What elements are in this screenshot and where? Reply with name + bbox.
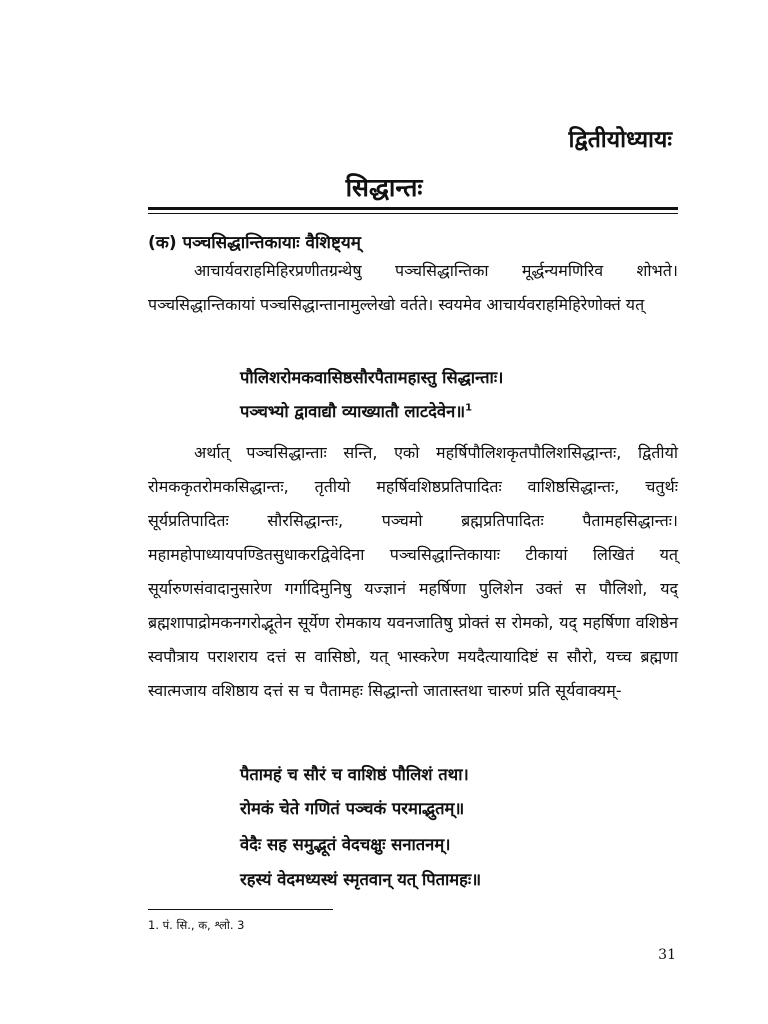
footnote: 1. पं. सि., क, श्लो. 3	[148, 918, 245, 932]
footnote-separator	[148, 909, 333, 910]
verse-2-line-4: रहस्यं वेदमध्यस्थं स्मृतवान् यत् पितामहः॥	[240, 870, 482, 889]
title-double-rule-thick	[148, 207, 678, 210]
paragraph-intro: आचार्यवराहमिहिरप्रणीतग्रन्थेषु पञ्चसिद्धान्तिका मूर्द्धन्यमणिरिव शोभते। पञ्चसिद्धान्तिकायां पञ्चसिद्धान्तानामुल्लेखो वर्तते। स्वयमेव आचार्यवराहमिहिरेणोक्तं यत्	[148, 261, 678, 314]
paragraph-explanation: अर्थात् पञ्चसिद्धान्ताः सन्ति, एको महर्षिपौलिशकृतपौलिशसिद्धान्तः, द्वितीयो रोमककृतरोमकसिद्धान्तः, तृतीयो महर्षिवशिष्ठप्रतिपादितः वाशिष्ठसिद्धान्तः, चतुर्थः सूर्यप्रतिपादितः सौरसिद्धान्तः, पञ्चमो ब्रह्मप्रतिपादितः पैतामहसिद्धान्तः। महामहोपाध्यायपण्डितसुधाकरद्विवेदिना पञ्चसिद्धान्तिकायाः टीकायां लिखितं यत् सूर्यारुणसंवादानुसारेण गर्गादिमुनिषु यज्ज्ञानं महर्षिणा पुलिशेन उक्तं स पौलिशो, यद् ब्रह्मशापाद्रोमकनगरोद्भूतेन सूर्येण रोमकाय यवनजातिषु प्रोक्तं स रोमको, यद् महर्षिणा वशिष्ठेन स्वपौत्राय पराशराय दत्तं स वासिष्ठो, यत् भास्करेण मयदैत्यायादिष्टं स सौरो, यच्च ब्रह्मणा स्वात्मजाय वशिष्ठाय दत्तं स च पैतामहः सिद्धान्तो जातास्तथा चारुणं प्रति सूर्यवाक्यम्-	[148, 443, 678, 700]
page-number: 31	[658, 947, 676, 963]
chapter-title: सिद्धान्तः	[345, 173, 423, 202]
verse-2-line-3: वेदैः सह समुद्भूतं वेदचक्षुः सनातनम्।	[240, 835, 451, 854]
section-heading: (क) पञ्चसिद्धान्तिकायाः वैशिष्ट्यम्	[148, 233, 361, 253]
verse-1-line-2-text: पञ्चभ्यो द्वावाद्यौ व्याख्यातौ लाटदेवेन॥	[240, 402, 466, 421]
footnote-reference[interactable]: 1	[465, 402, 473, 414]
title-double-rule-thin	[148, 213, 678, 214]
verse-2-line-2: रोमकं चेते गणितं पञ्चकं परमाद्भुतम्॥	[240, 799, 465, 818]
verse-1-line-2	[240, 399, 472, 422]
chapter-heading: द्वितीयोध्यायः	[568, 127, 672, 153]
verse-1-line-1: पौलिशरोमकवासिष्ठसौरपैतामहास्तु सिद्धान्ताः।	[240, 368, 504, 387]
verse-2-line-1: पैतामहं च सौरं च वाशिष्ठं पौलिशं तथा।	[240, 765, 469, 784]
